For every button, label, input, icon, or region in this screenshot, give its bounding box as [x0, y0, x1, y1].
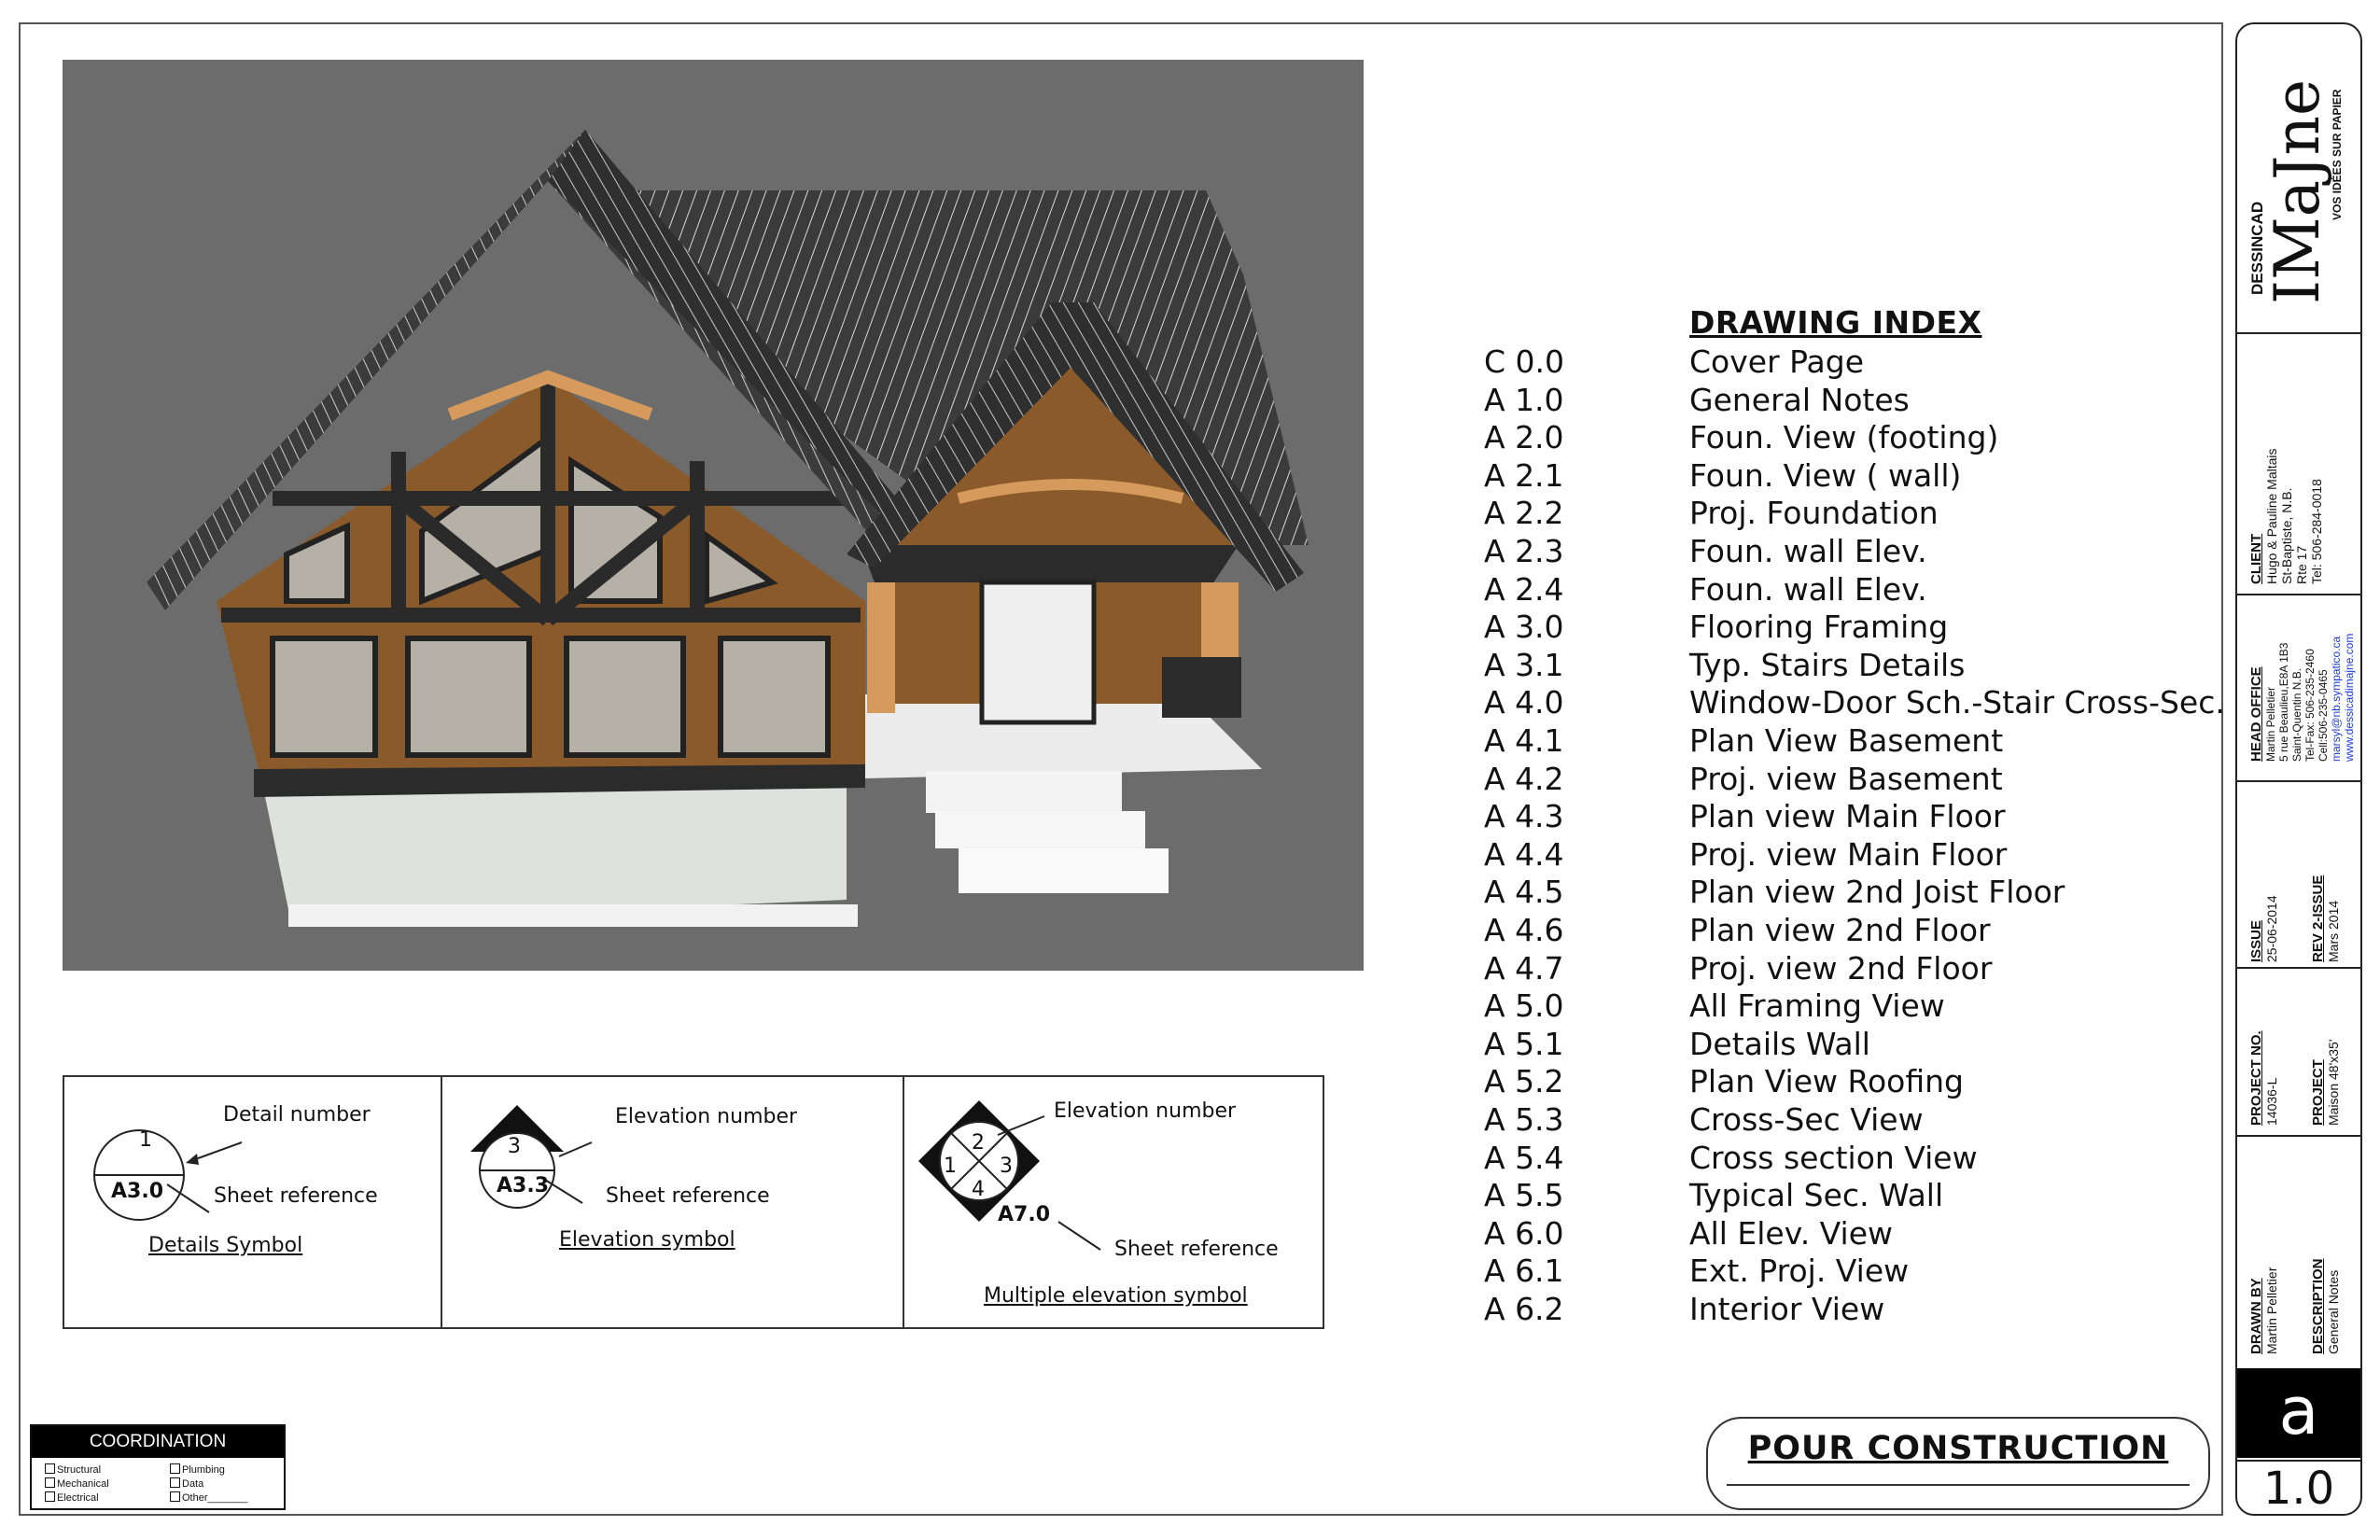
coordination-heading: COORDINATION — [32, 1426, 284, 1458]
sheet-title: Ext. Proj. View — [1689, 1253, 1910, 1290]
sheet-title: Plan View Basement — [1689, 722, 2004, 759]
multi-caption: Multiple elevation symbol — [984, 1284, 1248, 1308]
checkbox-other[interactable]: Other_______ — [170, 1491, 247, 1504]
elevation-sheet: A3.3 — [497, 1174, 549, 1197]
sheet-code: A 2.0 — [1484, 419, 1564, 456]
sheet-code: A 5.4 — [1484, 1139, 1564, 1176]
multi-number-2: 2 — [972, 1131, 985, 1155]
project-no-block: PROJECT NO. 14036-L — [2248, 1030, 2279, 1126]
checkbox-electrical[interactable]: Electrical — [45, 1491, 99, 1504]
client-block: CLIENT Hugo & Pauline Maltais St-Baptiste, N.B. Rte 17 Tel: 506-284-0018 — [2248, 448, 2324, 584]
description-block: DESCRIPTION General Notes — [2310, 1258, 2341, 1354]
sheet-title: All Framing View — [1689, 987, 1945, 1025]
sheet-title: Foun. wall Elev. — [1689, 533, 1927, 569]
sheet-title: Typ. Stairs Details — [1689, 646, 1966, 683]
multi-sheet-label: Sheet reference — [1114, 1238, 1279, 1261]
brand-logo: IMaJne — [2261, 78, 2333, 304]
elevation-number-label: Elevation number — [615, 1105, 798, 1128]
sheet-code: A 5.3 — [1484, 1101, 1564, 1138]
sheet-code: A 4.1 — [1484, 722, 1564, 759]
drawing-index-heading: DRAWING INDEX — [1689, 304, 1982, 341]
elevation-sheet-label: Sheet reference — [606, 1184, 770, 1208]
sheet-code: A 4.3 — [1484, 798, 1564, 835]
sheet-title: Proj. Foundation — [1689, 495, 1939, 532]
checkbox-data[interactable]: Data — [170, 1477, 203, 1490]
elevation-caption: Elevation symbol — [559, 1228, 735, 1252]
multi-number-1: 1 — [944, 1155, 957, 1178]
checkbox-mechanical[interactable]: Mechanical — [45, 1477, 109, 1490]
details-sheet: A3.0 — [111, 1180, 163, 1203]
details-symbol-cell — [64, 1077, 442, 1327]
multi-sheet: A7.0 — [998, 1203, 1050, 1226]
pour-construction-stamp — [1706, 1417, 2210, 1510]
checkbox-structural[interactable]: Structural — [45, 1463, 101, 1476]
issue-block: ISSUE 25-06-2014 — [2248, 895, 2279, 962]
sheet-title: Plan view Main Floor — [1689, 798, 2006, 835]
sheet-title: Proj. view Basement — [1689, 760, 2003, 797]
sheet-code: A 6.0 — [1484, 1214, 1564, 1252]
sheet-title: Foun. wall Elev. — [1689, 570, 1927, 608]
coordination-box — [30, 1424, 286, 1510]
drawn-by-block: DRAWN BY Martin Pelletier — [2248, 1267, 2279, 1354]
multiple-elevation-cell — [904, 1077, 1326, 1327]
sheet-code: A 2.4 — [1484, 570, 1564, 608]
details-number-label: Detail number — [223, 1103, 371, 1127]
sheet-code: A 5.5 — [1484, 1177, 1564, 1214]
sheet-code: A 4.4 — [1484, 835, 1564, 873]
sheet-code: A 4.7 — [1484, 949, 1564, 987]
sheet-title: All Elev. View — [1689, 1214, 1893, 1252]
sheet-title: Cover Page — [1689, 343, 1865, 380]
sheet-title: Foun. View ( wall) — [1689, 456, 1962, 494]
elevation-symbol-cell — [442, 1077, 904, 1327]
brand-small: DESSINCAD — [2248, 201, 2266, 295]
head-office-block: HEAD OFFICE Martin Pelletier 5 rue Beaulieu,E8A 1B3 Saint-Quentin N.B. Tel-Fax: 506-235-2460 Cell:506-235-0465 marsyl@nb.sympatico.ca www.dessicadimajne.com — [2248, 633, 2356, 762]
sheet-title: Typical Sec. Wall — [1689, 1177, 1944, 1214]
symbols-legend — [63, 1075, 1324, 1329]
sheet-code: A 3.1 — [1484, 646, 1564, 683]
sheet-title: Plan view 2nd Joist Floor — [1689, 874, 2065, 911]
sheet-code: A 5.2 — [1484, 1063, 1564, 1100]
sheet-letter: a — [2237, 1368, 2360, 1458]
sheet-code: A 4.6 — [1484, 912, 1564, 948]
project-block: PROJECT Maison 48'x35' — [2310, 1039, 2341, 1126]
sheet-title: Proj. view 2nd Floor — [1689, 949, 1993, 987]
title-block — [2235, 22, 2362, 1516]
sheet-title: Flooring Framing — [1689, 609, 1949, 646]
details-sheet-label: Sheet reference — [214, 1184, 378, 1208]
sheet-code: A 4.0 — [1484, 684, 1564, 721]
sheet-code: A 5.1 — [1484, 1025, 1564, 1062]
sheet-code: A 6.2 — [1484, 1291, 1564, 1327]
email-link[interactable]: marsyl@nb.sympatico.ca — [2330, 636, 2343, 762]
sheet-code: A 4.5 — [1484, 874, 1564, 911]
details-caption: Details Symbol — [148, 1234, 303, 1257]
sheet-title: General Notes — [1689, 381, 1910, 418]
website-link[interactable]: www.dessicadimajne.com — [2343, 633, 2356, 762]
multi-number-3: 3 — [1000, 1155, 1013, 1178]
sheet-title: Cross section View — [1689, 1139, 1978, 1176]
checkbox-plumbing[interactable]: Plumbing — [170, 1463, 225, 1476]
sheet-title: Foun. View (footing) — [1689, 419, 1999, 456]
sheet-code: A 4.2 — [1484, 760, 1564, 797]
sheet-title: Plan view 2nd Floor — [1689, 912, 1991, 948]
sheet-title: Plan View Roofing — [1689, 1063, 1964, 1100]
sheet-title: Details Wall — [1689, 1025, 1870, 1062]
sheet-code: A 5.0 — [1484, 987, 1564, 1025]
multi-number-4: 4 — [972, 1178, 985, 1201]
revision-block: REV 2-ISSUE Mars 2014 — [2310, 875, 2341, 962]
sheet-title: Interior View — [1689, 1291, 1885, 1327]
sheet-code: A 2.3 — [1484, 533, 1564, 569]
sheet-code: A 1.0 — [1484, 381, 1564, 418]
sheet-title: Proj. view Main Floor — [1689, 835, 2008, 873]
foundation-wall — [263, 783, 847, 923]
sheet-code: A 2.2 — [1484, 495, 1564, 532]
elevation-number: 3 — [508, 1135, 521, 1158]
sheet-code: C 0.0 — [1484, 343, 1565, 380]
house-render — [63, 60, 1364, 971]
sheet-code: A 3.0 — [1484, 609, 1564, 646]
sheet-code: A 6.1 — [1484, 1253, 1564, 1290]
multi-number-label: Elevation number — [1054, 1099, 1237, 1123]
sheet-code: A 2.1 — [1484, 456, 1564, 494]
brand-tagline: VOS IDÉES SUR PAPIER — [2331, 89, 2344, 220]
details-number: 1 — [139, 1128, 152, 1152]
stamp-text: POUR CONSTRUCTION — [1747, 1430, 2169, 1467]
sheet-number: 1.0 — [2262, 1463, 2335, 1515]
sheet-title: Window-Door Sch.-Stair Cross-Sec. — [1689, 684, 2225, 721]
sheet-title: Cross-Sec View — [1689, 1101, 1924, 1138]
